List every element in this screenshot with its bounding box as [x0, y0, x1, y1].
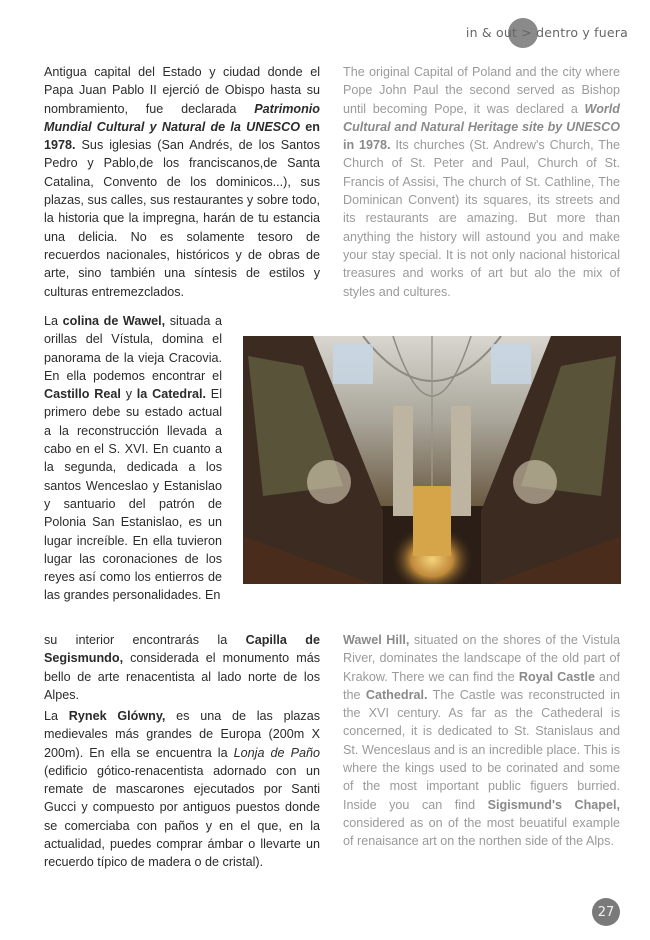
en-intro-column: [343, 63, 620, 301]
cathedral-interior-photo: [243, 336, 621, 584]
es-rynek-paragraph: La Rynek Glówny, es una de las plazas medievales más grandes de Europa (200m X 200m). En ella se encuentra la Lonja de Paño (edificio gótico-renacentista adornado con un remate de mascarones ejecutados por Santi Gucci y compuesto por antiguos puestos donde se comerciaba con paños y en el que, en la actualidad, puedes comprar ámbar o llevarte un recuerdo típico de madera o de cristal).: [44, 709, 321, 870]
page-number: 27: [592, 898, 620, 926]
es-wawel-paragraph: La colina de Wawel, situada a orillas del Vístula, domina el panorama de la vieja Cracovia. En ella podemos encontrar el Castillo Real y la Catedral. El primero debe su estado actual a la reconstrucción llevada a cabo en el S. XVI. En cuanto a la segunda, dedicada a los santos Wenceslao y Estanislao y santuario del patrón de Polonia San Estanislao, es un lugar increíble. En ella tuvieron lugar las coronaciones de los reyes así como los entierros de las grandes personalidades. En: [44, 314, 222, 603]
en-unesco-emphasis: World Cultural and Natural Heritage site by UNESCO: [343, 101, 620, 134]
en-intro-paragraph: The original Capital of Poland and the city where Pope John Paul the second served as Bishop until becoming Pope, it was declared a World Cultural and Natural Heritage site by UNESCO in 1978. Its churches (St. Andrew's Church, The Church of St. Peter and Paul, Church of St. Francis of Assisi, The church of St. Cathline, The Dominican Convent) its squares, its streets and its restaurants are amazing. But more than anything the history will astound you and make your stay special. It is not only nacional historical treasures and works of art but alo the mix of styles and cultures.: [343, 65, 620, 299]
section-header: [466, 18, 628, 46]
en-wawel-paragraph: Wawel Hill, situated on the shores of the Vistula River, dominates the landscape of the old part of Krakow. There we can find the Royal Castle and the Cathedral. The Castle was reconstructed in the XVI century. As far as the Cathederal is concerned, it is dedicated to St. Stanislaus and St. Wenceslaus and is an incredible place. This is where the kings used to be corinated and some of the most important public figuers burried. Inside you can find Sigismund's Chapel, considered as on of the most beuatiful example of renaisance art on the northen side of the Alps.: [343, 633, 621, 849]
es-intro-paragraph: Antigua capital del Estado y ciudad donde el Papa Juan Pablo II ejerció de Obispo hasta su nombramiento, fue declarada Patrimonio Mundial Cultural y Natural de la UNESCO en 1978. Sus iglesias (San Andrés, de los Santos Pedro y Pablo,de los franciscanos,de Santa Catalina, Convento de los dominicos...), sus plazas, sus calles, sus restaurantes y sobre todo, la historia que la impregna, harán de tu estancia una delicia. No es solamente tesoro de recuerdos nacionales, históricos y de obras de arte, sino también una síntesis de estilos y culturas entremezclados.: [44, 65, 320, 299]
es-wawel-continuation: su interior encontrarás la Capilla de Segismundo, considerada el monumento más bello de arte renacentista al lado norte de los Alpes.: [44, 633, 320, 702]
es-unesco-emphasis: Patrimonio Mundial Cultural y Natural de la UNESCO: [44, 101, 320, 134]
section-title: in & out > dentro y fuera: [465, 24, 628, 40]
es-intro-column: [44, 63, 320, 301]
